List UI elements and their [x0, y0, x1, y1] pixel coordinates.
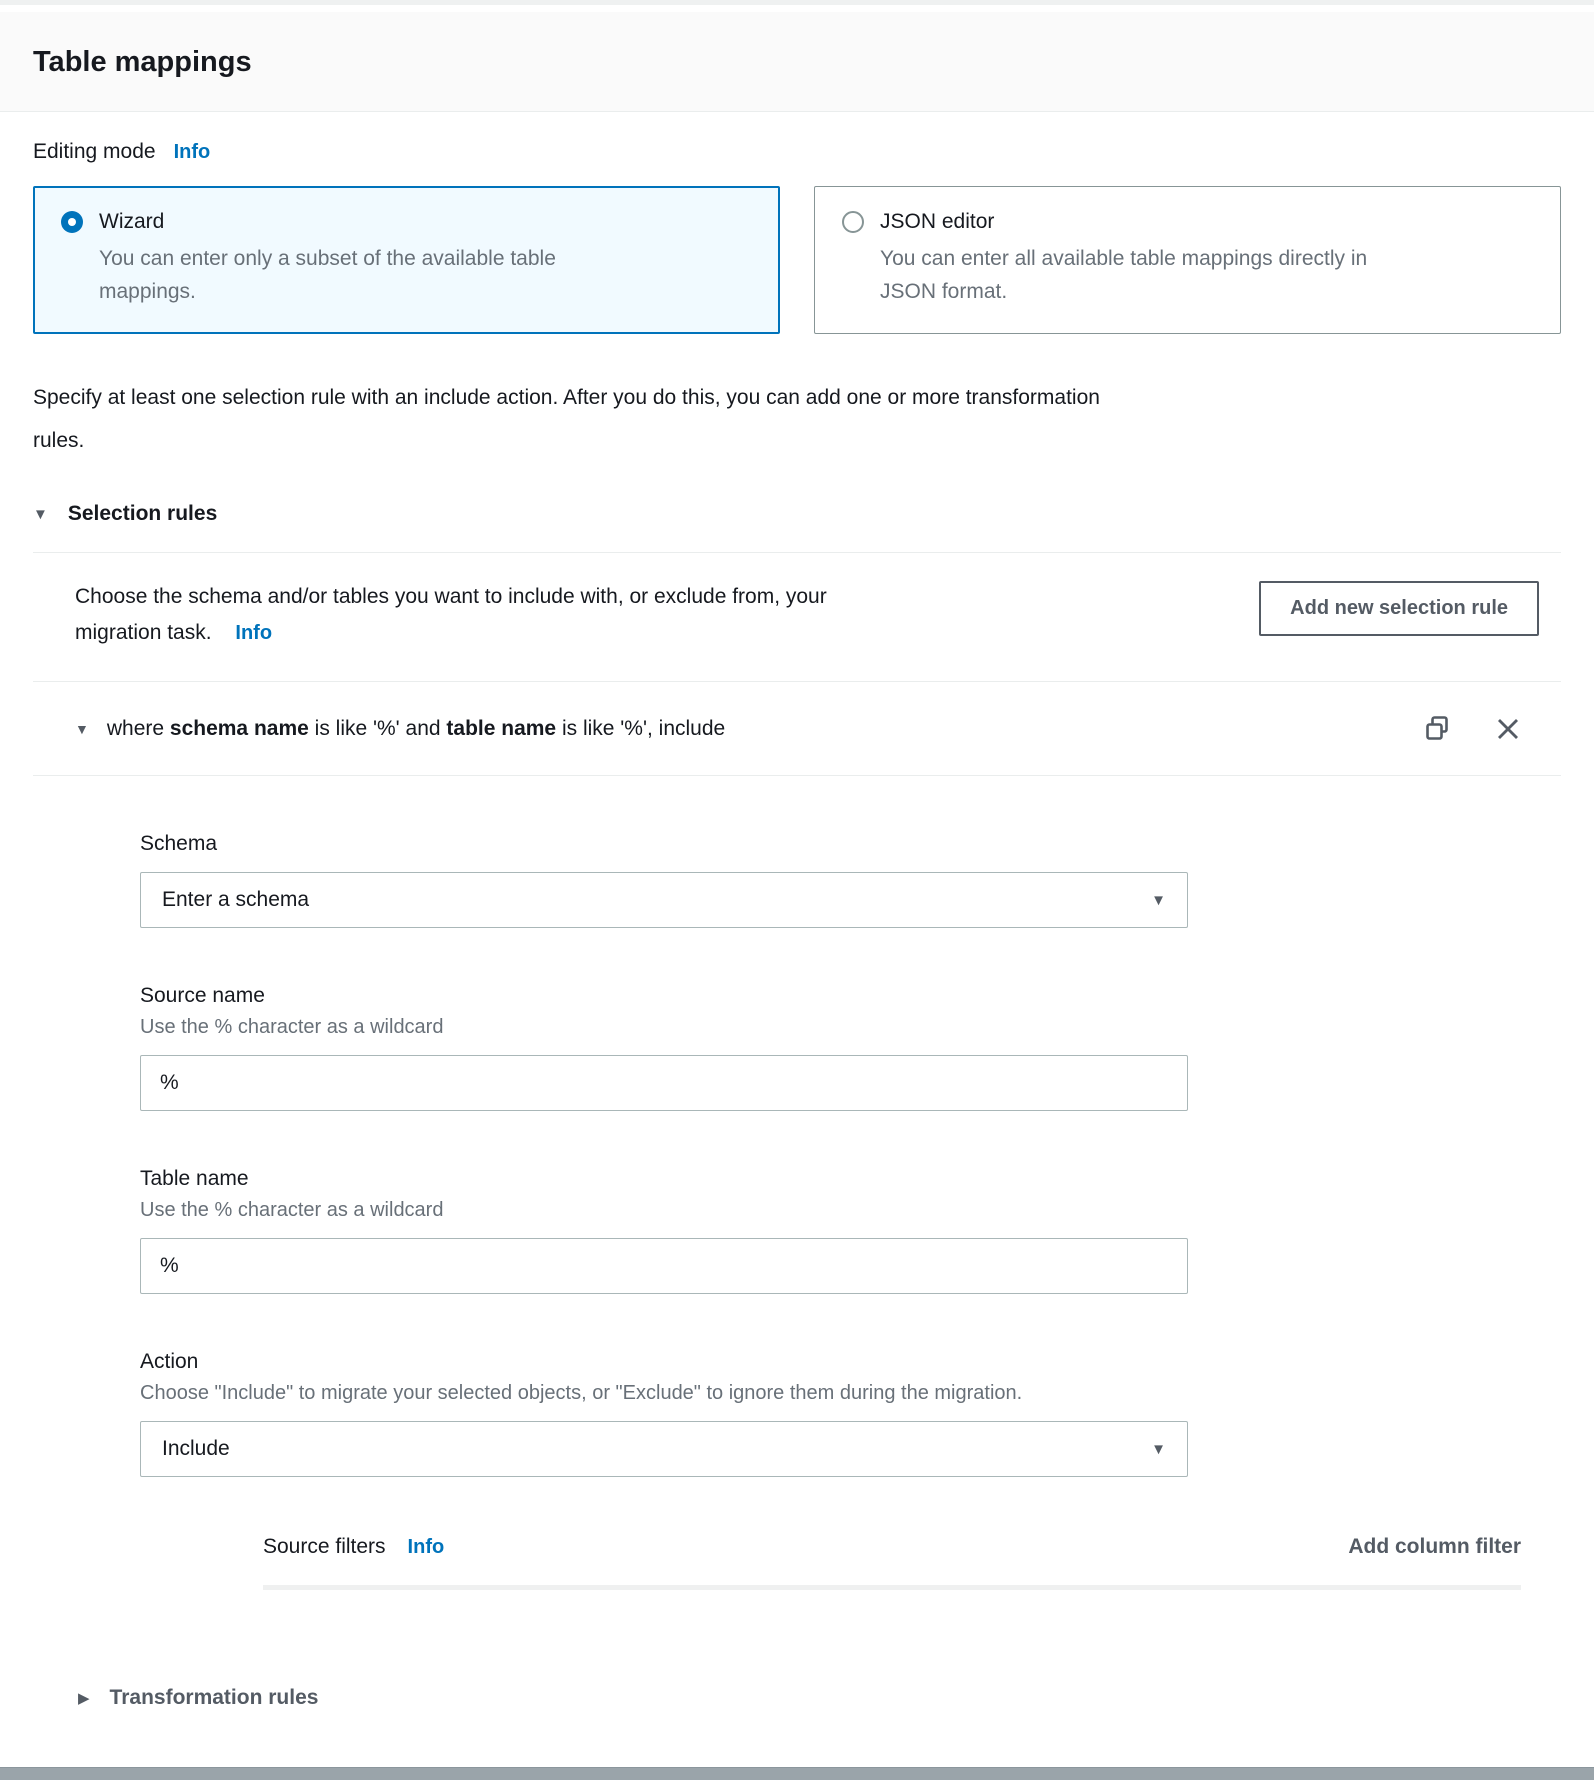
editing-mode-row — [33, 140, 1561, 164]
top-edge-strip — [0, 0, 1594, 5]
source-name-label: Source name — [140, 984, 265, 1007]
rule-caret-down-icon[interactable]: ▼ — [75, 720, 89, 737]
radio-unselected-icon[interactable] — [842, 211, 864, 233]
source-name-helper: Use the % character as a wildcard — [140, 1016, 444, 1038]
wizard-option-head — [61, 210, 752, 234]
page-title: Table mappings — [33, 46, 252, 78]
selection-rule-body — [140, 832, 1561, 1590]
json-option-title: JSON editor — [880, 210, 995, 233]
bottom-scrollbar[interactable] — [0, 1767, 1594, 1780]
schema-label: Schema — [140, 832, 218, 855]
chevron-down-icon: ▼ — [1151, 1440, 1166, 1458]
action-label: Action — [140, 1350, 199, 1373]
rule-bottom-divider — [33, 775, 1561, 776]
panel-header — [0, 12, 1594, 112]
transformation-rules-title: Transformation rules — [109, 1686, 319, 1709]
table-name-input[interactable] — [140, 1238, 1188, 1294]
json-option-description: You can enter all available table mappings directly in JSON format. — [880, 247, 1368, 303]
caret-down-icon: ▼ — [33, 505, 48, 523]
selection-rules-section-toggle[interactable] — [33, 502, 1561, 526]
close-icon — [1495, 730, 1521, 745]
source-filters-label: Source filters — [263, 1535, 386, 1558]
editing-mode-option-json-editor[interactable] — [814, 186, 1561, 334]
transformation-rules-section-toggle[interactable] — [78, 1686, 1561, 1710]
chevron-down-icon: ▼ — [1151, 891, 1166, 909]
rule-actions — [1424, 715, 1561, 742]
remove-rule-button[interactable] — [1495, 716, 1521, 742]
radio-selected-icon[interactable] — [61, 211, 83, 233]
copy-icon — [1424, 730, 1451, 745]
selection-rules-title: Selection rules — [67, 502, 218, 525]
selection-rules-info-link[interactable]: Info — [235, 622, 273, 644]
editing-mode-info-link[interactable]: Info — [173, 141, 211, 163]
rule-summary: where schema name is like '%' and table name is like '%', include — [106, 716, 726, 740]
table-name-helper: Use the % character as a wildcard — [140, 1199, 444, 1221]
editing-mode-label: Editing mode — [33, 140, 156, 163]
editing-mode-options — [33, 186, 1561, 334]
editing-mode-option-wizard[interactable] — [33, 186, 780, 334]
intro-text: Specify at least one selection rule with an include action. After you do this, you can add one or more transformation rules. — [33, 386, 1100, 452]
panel-content — [0, 140, 1594, 1710]
wizard-option-title: Wizard — [99, 210, 165, 233]
selection-rules-description: Choose the schema and/or tables you want to include with, or exclude from, your migration task. Info — [75, 585, 827, 644]
selection-rules-description-row — [75, 579, 1561, 651]
add-column-filter-button[interactable]: Add column filter — [1348, 1535, 1521, 1558]
duplicate-rule-button[interactable] — [1424, 715, 1451, 742]
schema-select[interactable] — [140, 872, 1188, 928]
schema-select-value: Enter a schema — [162, 888, 310, 911]
caret-right-icon: ▶ — [78, 1689, 90, 1707]
source-name-input[interactable] — [140, 1055, 1188, 1111]
source-filters-divider — [263, 1585, 1521, 1590]
add-new-selection-rule-button[interactable]: Add new selection rule — [1259, 581, 1539, 636]
action-select-value: Include — [162, 1437, 230, 1460]
section-divider — [33, 552, 1561, 553]
wizard-option-description: You can enter only a subset of the available table mappings. — [99, 247, 556, 303]
json-option-head — [842, 210, 1533, 234]
source-filters-row — [263, 1535, 1521, 1559]
action-select[interactable] — [140, 1421, 1188, 1477]
table-name-label: Table name — [140, 1167, 249, 1190]
source-filters-info-link[interactable]: Info — [407, 1535, 445, 1558]
action-helper: Choose "Include" to migrate your selected objects, or "Exclude" to ignore them during the migration. — [140, 1382, 1023, 1404]
selection-rule-header — [75, 682, 1561, 775]
